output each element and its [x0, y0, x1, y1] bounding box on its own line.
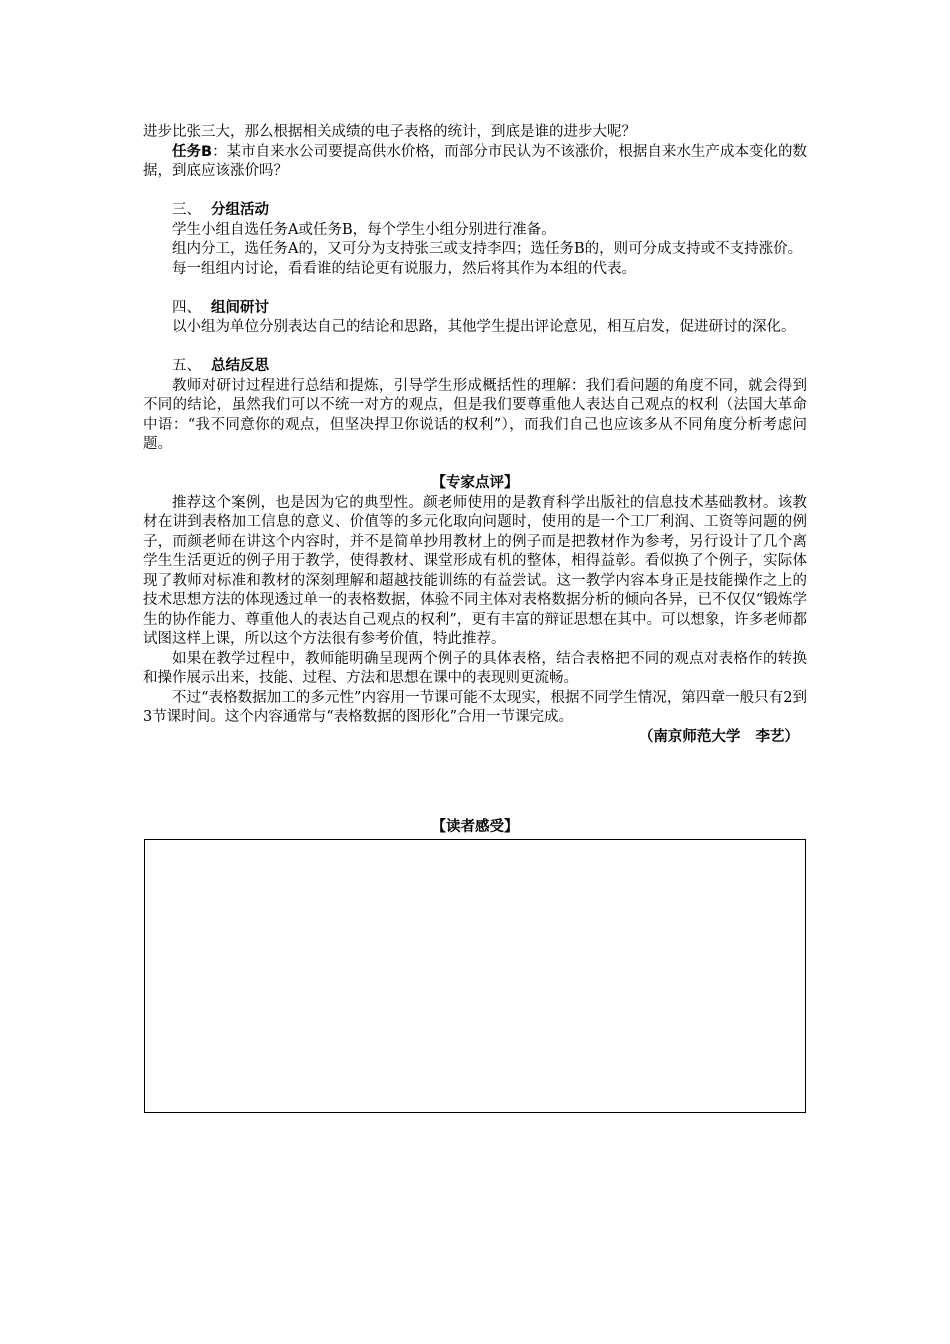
reader-feedback-box[interactable] — [144, 839, 806, 1113]
section-4-number: 四、 — [172, 299, 201, 316]
section-5-heading — [143, 357, 807, 377]
section-3-paragraph: 组内分工，选任务A的，又可分为支持张三或支持李四；选任务B的，则可分成支持或不支持涨价。 — [172, 241, 803, 257]
section-4-paragraph: 以小组为单位分别表达自己的结论和思路，其他学生提出评论意见，相互启发，促进研讨的深化。 — [172, 319, 796, 335]
expert-paragraph: 不过“表格数据加工的多元性”内容用一节课可能不太现实，根据不同学生情况，第四章一般只有2到3节课时间。这个内容通常与“表格数据的图形化”合用一节课完成。 — [143, 689, 807, 725]
section-5-title: 总结反思 — [211, 358, 269, 374]
task-b-text: ：某市自来水公司要提高供水价格，而部分市民认为不该涨价，根据自来水生产成本变化的数据，到底应该涨价吗？ — [143, 143, 807, 179]
section-3-heading — [143, 201, 807, 221]
section-5-number: 五、 — [172, 358, 201, 374]
task-b-paragraph — [143, 143, 807, 182]
section-3-title: 分组活动 — [211, 202, 269, 218]
task-b-label: 任务B — [172, 143, 213, 160]
section-3-paragraph: 每一组组内讨论，看看谁的结论更有说服力，然后将其作为本组的代表。 — [172, 260, 636, 277]
expert-paragraph: 如果在教学过程中，教师能明确呈现两个例子的具体表格，结合表格把不同的观点对表格作的转换和操作展示出来，技能、过程、方法和思想在课中的表现则更流畅。 — [143, 650, 807, 686]
section-3-number: 三、 — [172, 202, 201, 218]
section-3-paragraph: 学生小组自选任务A或任务B，每个学生小组分别进行准备。 — [172, 221, 556, 238]
section-4-title: 组间研讨 — [211, 299, 269, 316]
section-5-paragraph: 教师对研讨过程进行总结和提炼，引导学生形成概括性的理解：我们看问题的角度不同，就会得到不同的结论，虽然我们可以不统一对方的观点，但是我们要尊重他人表达自己观点的权利（法国大革命中语：“我不同意你的观点，但坚决捍卫你说话的权利”），而我们自己也应该多从不同角度分析考虑问题。 — [143, 377, 807, 452]
reader-feedback-title: 【读者感受】 — [431, 819, 519, 835]
expert-signature: （南京师范大学 李艺） — [638, 728, 799, 745]
intro-line: 进步比张三大，那么根据相关成绩的电子表格的统计，到底是谁的进步大呢？ — [143, 124, 636, 140]
document-body — [143, 123, 807, 747]
expert-paragraph: 推荐这个案例，也是因为它的典型性。颜老师使用的是教育科学出版社的信息技术基础教材。该教材在讲到表格加工信息的意义、价值等的多元化取向问题时，使用的是一个工厂利润、工资等问题的例子，而颜老师在讲这个内容时，并不是简单抄用教材上的例子而是把教材作为参考，另行设计了几个离学生生活更近的例子用于教学，使得教材、课堂形成有机的整体，相得益彰。看似换了个例子，实际体现了教师对标准和教材的深刻理解和超越技能训练的有益尝试。这一教学内容本身正是技能操作之上的技术思想方法的体现透过单一的表格数据，体验不同主体对表格数据分析的倾向各异，已不仅仅“锻炼学生的协作能力、尊重他人的表达自己观点的权利”，更有丰富的辩证思想在其中。可以想象，许多老师都试图这样上课，所以这个方法很有参考价值，特此推荐。 — [143, 494, 807, 647]
section-4-heading — [143, 299, 807, 319]
expert-review-title: 【专家点评】 — [431, 475, 519, 491]
